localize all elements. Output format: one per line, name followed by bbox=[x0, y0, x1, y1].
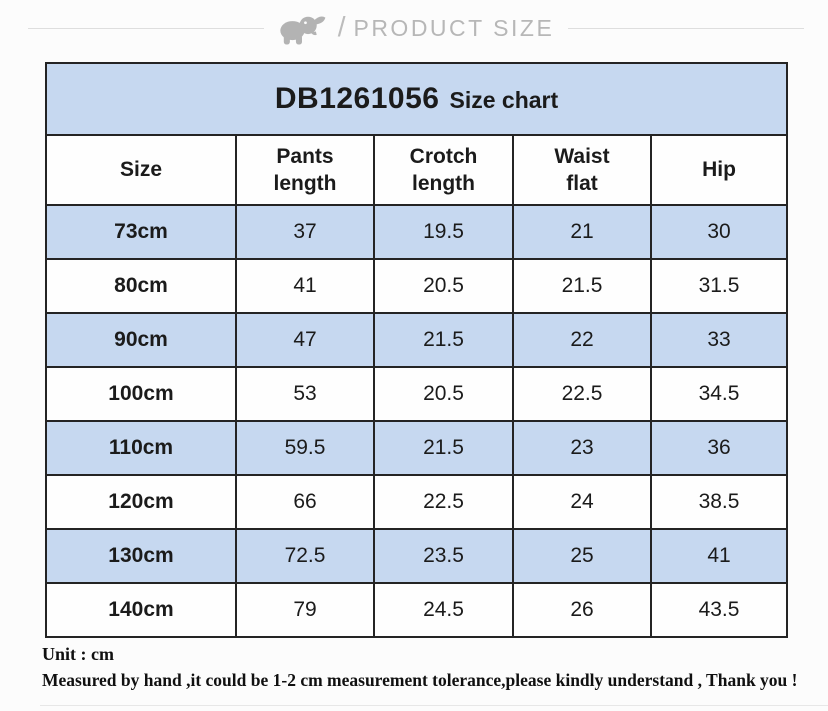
column-header-line: Waist bbox=[554, 144, 610, 168]
elephant-icon bbox=[276, 10, 328, 46]
column-header-hip bbox=[651, 135, 787, 205]
value-cell: 41 bbox=[651, 529, 787, 583]
value-cell: 21.5 bbox=[374, 313, 513, 367]
header-rule-right bbox=[568, 28, 804, 29]
size-label: 73cm bbox=[46, 205, 236, 259]
column-header-size bbox=[46, 135, 236, 205]
value-cell: 24 bbox=[513, 475, 651, 529]
value-cell: 33 bbox=[651, 313, 787, 367]
column-header-row bbox=[46, 135, 787, 205]
value-cell: 20.5 bbox=[374, 259, 513, 313]
size-label: 140cm bbox=[46, 583, 236, 637]
value-cell: 47 bbox=[236, 313, 374, 367]
column-header-line: Hip bbox=[702, 158, 736, 182]
value-cell: 21 bbox=[513, 205, 651, 259]
size-label: 120cm bbox=[46, 475, 236, 529]
value-cell: 21.5 bbox=[374, 421, 513, 475]
value-cell: 36 bbox=[651, 421, 787, 475]
unit-note: Unit : cm bbox=[42, 644, 114, 664]
tolerance-note: Measured by hand ,it could be 1-2 cm measurement tolerance,please kindly understand , Thank you ! bbox=[42, 670, 798, 690]
value-cell: 72.5 bbox=[236, 529, 374, 583]
header-slash: / bbox=[337, 11, 346, 42]
value-cell: 43.5 bbox=[651, 583, 787, 637]
value-cell: 23.5 bbox=[374, 529, 513, 583]
size-chart-table bbox=[45, 62, 788, 638]
size-label: 80cm bbox=[46, 259, 236, 313]
table-title-suffix: Size chart bbox=[449, 87, 559, 113]
value-cell: 59.5 bbox=[236, 421, 374, 475]
value-cell: 79 bbox=[236, 583, 374, 637]
value-cell: 30 bbox=[651, 205, 787, 259]
column-header-line: Pants bbox=[276, 144, 334, 168]
table-row bbox=[46, 313, 787, 367]
header-rule-left bbox=[28, 28, 264, 29]
size-label: 110cm bbox=[46, 421, 236, 475]
table-title-cell bbox=[46, 63, 787, 135]
column-header-line: Crotch bbox=[409, 144, 478, 168]
size-label: 130cm bbox=[46, 529, 236, 583]
footer-notes bbox=[42, 644, 818, 691]
table-row bbox=[46, 529, 787, 583]
table-title-row bbox=[46, 63, 787, 135]
value-cell: 34.5 bbox=[651, 367, 787, 421]
column-header-pants-length bbox=[236, 135, 374, 205]
value-cell: 19.5 bbox=[374, 205, 513, 259]
table-row bbox=[46, 205, 787, 259]
value-cell: 25 bbox=[513, 529, 651, 583]
table-row bbox=[46, 475, 787, 529]
column-header-line: length bbox=[273, 172, 337, 195]
value-cell: 22 bbox=[513, 313, 651, 367]
size-label: 100cm bbox=[46, 367, 236, 421]
column-header-crotch-length bbox=[374, 135, 513, 205]
column-header-line: flat bbox=[566, 172, 598, 195]
model-number: DB1261056 bbox=[274, 82, 440, 115]
value-cell: 31.5 bbox=[651, 259, 787, 313]
table-row bbox=[46, 367, 787, 421]
page-header bbox=[28, 8, 804, 48]
table-row bbox=[46, 259, 787, 313]
value-cell: 22.5 bbox=[513, 367, 651, 421]
value-cell: 20.5 bbox=[374, 367, 513, 421]
value-cell: 26 bbox=[513, 583, 651, 637]
size-label: 90cm bbox=[46, 313, 236, 367]
value-cell: 23 bbox=[513, 421, 651, 475]
bottom-divider bbox=[40, 705, 828, 706]
page-title: PRODUCT SIZE bbox=[353, 14, 555, 41]
value-cell: 53 bbox=[236, 367, 374, 421]
table-row bbox=[46, 421, 787, 475]
value-cell: 24.5 bbox=[374, 583, 513, 637]
value-cell: 41 bbox=[236, 259, 374, 313]
value-cell: 22.5 bbox=[374, 475, 513, 529]
column-header-line: length bbox=[412, 172, 475, 195]
value-cell: 38.5 bbox=[651, 475, 787, 529]
column-header-line: Size bbox=[119, 158, 163, 182]
value-cell: 21.5 bbox=[513, 259, 651, 313]
column-header-waist-flat bbox=[513, 135, 651, 205]
value-cell: 37 bbox=[236, 205, 374, 259]
value-cell: 66 bbox=[236, 475, 374, 529]
table-row bbox=[46, 583, 787, 637]
